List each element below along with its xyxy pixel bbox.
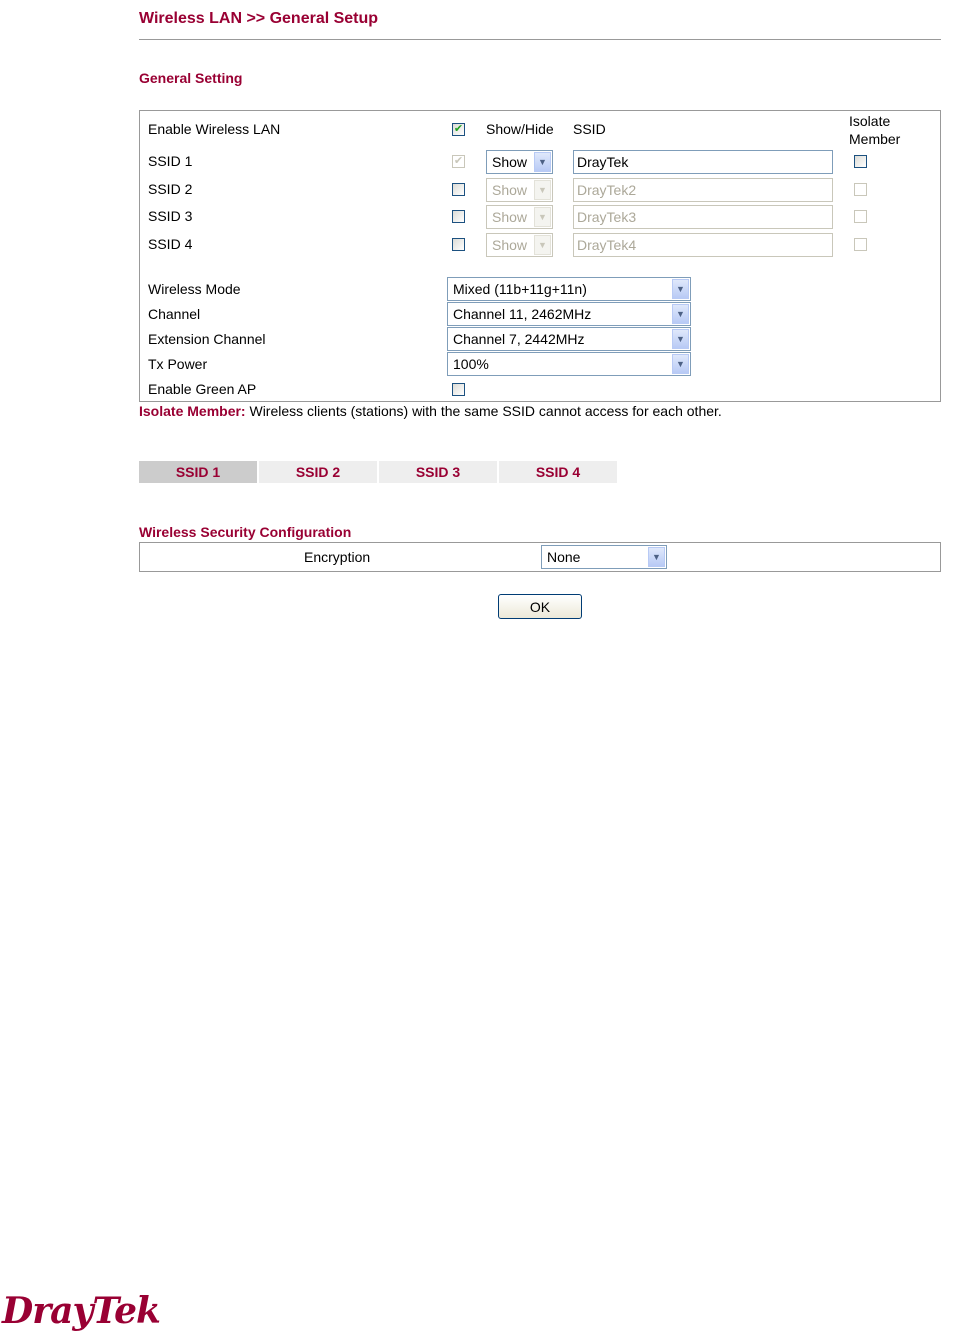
ssid-1-show-select[interactable]: Show ▼ — [486, 150, 553, 174]
enable-green-ap-checkbox[interactable] — [452, 383, 465, 396]
ssid-3-isolate-checkbox[interactable] — [854, 210, 867, 223]
chevron-down-icon: ▼ — [672, 304, 689, 324]
ssid-4-name-field[interactable]: DrayTek4 — [573, 233, 833, 257]
ssid-3-label: SSID 3 — [148, 208, 193, 224]
wireless-mode-label: Wireless Mode — [148, 281, 241, 297]
encryption-label: Encryption — [304, 549, 371, 565]
ssid-2-label: SSID 2 — [148, 181, 193, 197]
ssid-1-name-field[interactable]: DrayTek — [573, 150, 833, 174]
chevron-down-icon: ▼ — [534, 235, 551, 255]
chevron-down-icon: ▼ — [672, 279, 689, 299]
ssid-2-show-select[interactable]: Show ▼ — [486, 178, 553, 202]
chevron-down-icon: ▼ — [534, 207, 551, 227]
channel-label: Channel — [148, 306, 201, 322]
ssid-2-isolate-checkbox[interactable] — [854, 183, 867, 196]
ssid-3-show-select[interactable]: Show ▼ — [486, 205, 553, 229]
page-title: Wireless LAN >> General Setup — [139, 10, 379, 27]
tx-power-label: Tx Power — [148, 356, 208, 372]
enable-wireless-lan-label: Enable Wireless LAN — [148, 121, 281, 137]
enable-wireless-lan-checkbox[interactable] — [452, 123, 465, 136]
ssid-2-enable-checkbox[interactable] — [452, 183, 465, 196]
chevron-down-icon: ▼ — [672, 354, 689, 374]
extension-channel-label: Extension Channel — [148, 331, 266, 347]
ssid-4-show-select[interactable]: Show ▼ — [486, 233, 553, 257]
check-icon: ✔ — [453, 123, 464, 135]
isolate-member-note: Isolate Member: Wireless clients (stations) with the same SSID cannot access for each other. — [139, 403, 722, 419]
ssid-column-header: SSID — [573, 121, 606, 137]
channel-select[interactable]: Channel 11, 2462MHz ▼ — [447, 302, 691, 326]
chevron-down-icon: ▼ — [672, 329, 689, 349]
ssid-3-enable-checkbox[interactable] — [452, 210, 465, 223]
check-icon: ✔ — [453, 155, 464, 167]
tab-ssid-1[interactable]: SSID 1 — [139, 461, 257, 483]
title-divider — [139, 39, 941, 40]
isolate-member-column-header: Isolate Member — [849, 113, 901, 147]
ssid-3-name-field[interactable]: DrayTek3 — [573, 205, 833, 229]
ssid-4-label: SSID 4 — [148, 236, 193, 252]
encryption-select[interactable]: None ▼ — [541, 545, 667, 569]
ssid-4-isolate-checkbox[interactable] — [854, 238, 867, 251]
chevron-down-icon: ▼ — [648, 547, 665, 567]
ssid-1-enable-checkbox[interactable] — [452, 155, 465, 168]
tab-ssid-4[interactable]: SSID 4 — [499, 461, 617, 483]
ssid-1-isolate-checkbox[interactable] — [854, 155, 867, 168]
chevron-down-icon: ▼ — [534, 152, 551, 172]
ssid-1-label: SSID 1 — [148, 153, 193, 169]
draytek-logo: DrayTek — [2, 1290, 160, 1332]
wireless-security-panel — [139, 542, 941, 572]
tx-power-select[interactable]: 100% ▼ — [447, 352, 691, 376]
ssid-2-name-field[interactable]: DrayTek2 — [573, 178, 833, 202]
show-hide-column-header: Show/Hide — [486, 121, 554, 137]
tab-ssid-2[interactable]: SSID 2 — [259, 461, 377, 483]
wireless-security-title: Wireless Security Configuration — [139, 524, 352, 540]
ssid-4-enable-checkbox[interactable] — [452, 238, 465, 251]
general-setting-title: General Setting — [139, 70, 243, 86]
chevron-down-icon: ▼ — [534, 180, 551, 200]
enable-green-ap-label: Enable Green AP — [148, 381, 257, 397]
ok-button[interactable]: OK — [498, 594, 582, 619]
wireless-mode-select[interactable]: Mixed (11b+11g+11n) ▼ — [447, 277, 691, 301]
extension-channel-select[interactable]: Channel 7, 2442MHz ▼ — [447, 327, 691, 351]
tab-ssid-3[interactable]: SSID 3 — [379, 461, 497, 483]
